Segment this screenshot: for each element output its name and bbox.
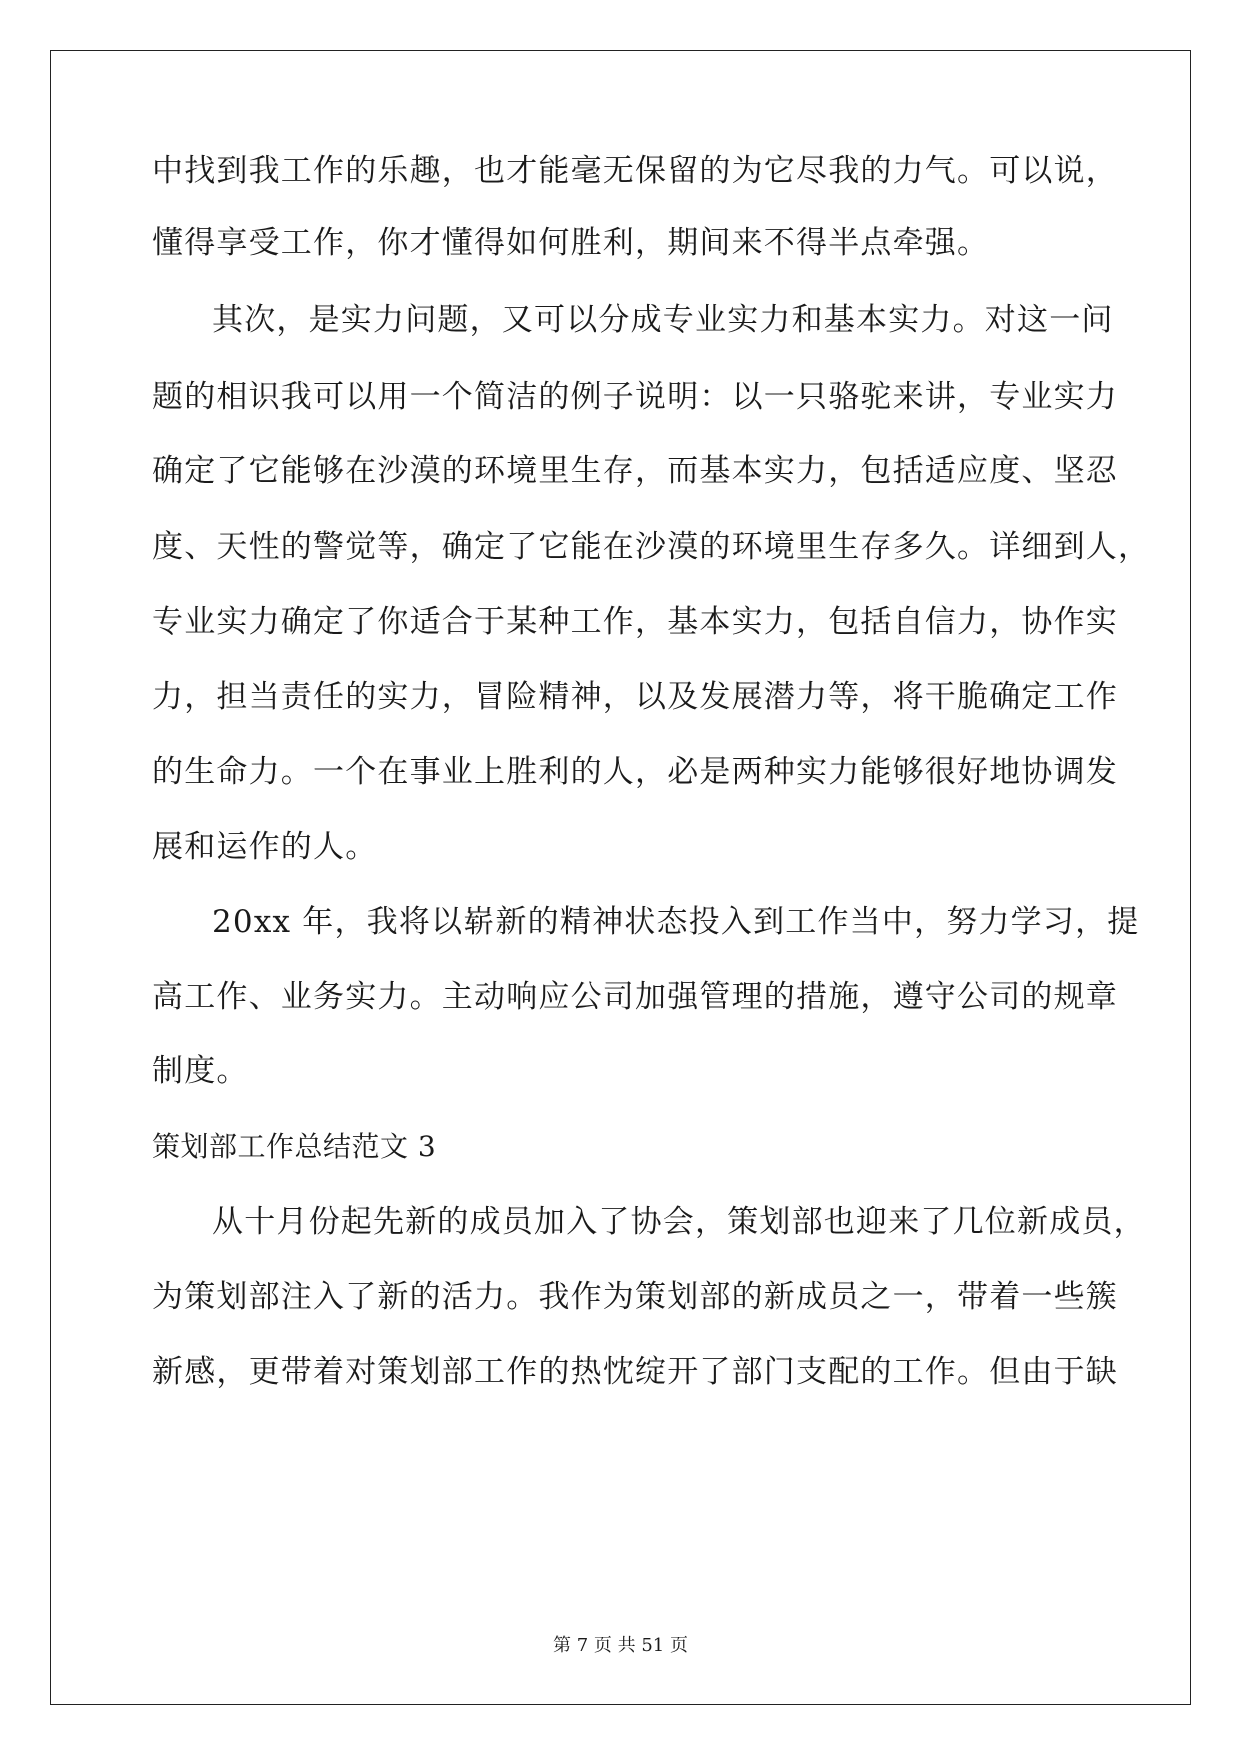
text-line: 制度。 [152,1053,249,1089]
text-line: 中找到我工作的乐趣，也才能毫无保留的为它尽我的力气。可以说， [152,153,1118,189]
text-line: 专业实力确定了你适合于某种工作，基本实力，包括自信力，协作实 [152,604,1118,640]
text-line: 懂得享受工作，你才懂得如何胜利，期间来不得半点牵强。 [152,225,990,261]
text-line: 新感，更带着对策划部工作的热忱绽开了部门支配的工作。但由于缺 [152,1354,1118,1390]
page-number-footer: 第 7 页 共 51 页 [553,1635,688,1656]
text-line: 为策划部注入了新的活力。我作为策划部的新成员之一，带着一些簇 [152,1279,1118,1315]
text-line: 题的相识我可以用一个简洁的例子说明：以一只骆驼来讲，专业实力 [152,379,1118,415]
text-line: 确定了它能够在沙漠的环境里生存，而基本实力，包括适应度、坚忍 [152,453,1118,489]
text-line: 的生命力。一个在事业上胜利的人，必是两种实力能够很好地协调发 [152,754,1118,790]
section-heading: 策划部工作总结范文 3 [152,1130,437,1163]
text-line: 力，担当责任的实力，冒险精神，以及发展潜力等，将干脆确定工作 [152,679,1118,715]
page-border [50,50,1191,1705]
text-line: 20xx 年，我将以崭新的精神状态投入到工作当中，努力学习，提 [212,904,1140,940]
text-line: 高工作、业务实力。主动响应公司加强管理的措施，遵守公司的规章 [152,979,1118,1015]
text-line: 度、天性的警觉等，确定了它能在沙漠的环境里生存多久。详细到人， [152,529,1151,565]
text-line: 展和运作的人。 [152,829,378,865]
text-line: 其次，是实力问题，又可以分成专业实力和基本实力。对这一问 [212,302,1114,338]
text-line: 从十月份起先新的成员加入了协会，策划部也迎来了几位新成员， [212,1204,1146,1240]
